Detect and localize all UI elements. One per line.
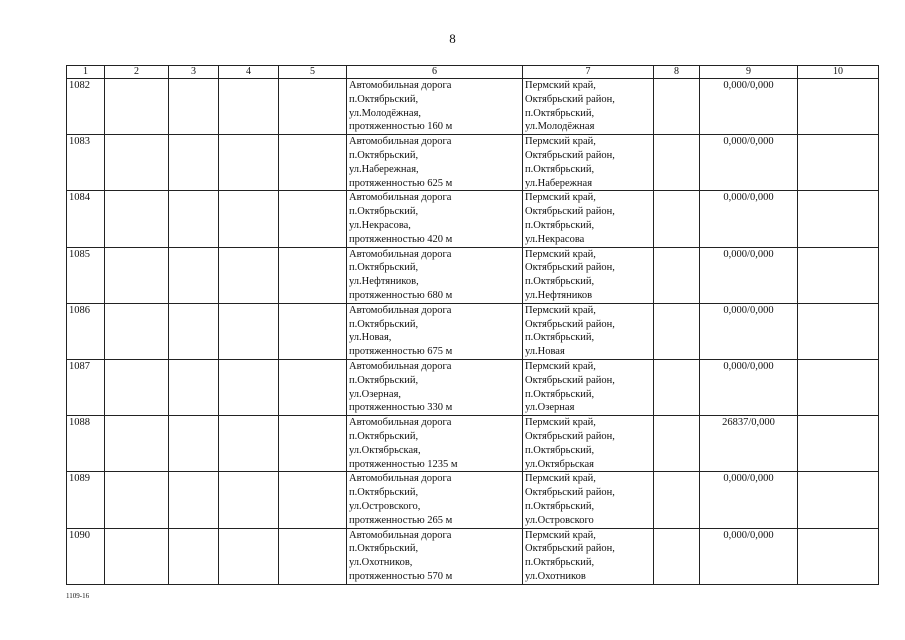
cell-line: ул.Нефтяников,: [349, 276, 419, 288]
cell-line: ул.Охотников,: [349, 557, 413, 569]
cell-col-3: [169, 416, 219, 472]
cell-col-9: 0,000/0,000: [700, 528, 798, 584]
cell-line: протяженностью 680 м: [349, 289, 453, 301]
cell-col-8: [654, 472, 700, 528]
cell-line: Автомобильная дорога: [349, 248, 452, 260]
cell-line: ул.Охотников: [525, 570, 586, 582]
cell-line: протяженностью 570 м: [349, 570, 453, 582]
cell-line: Пермский край,: [525, 192, 596, 204]
cell-line: п.Октябрьский,: [525, 107, 595, 119]
cell-line: п.Октябрьский,: [349, 543, 419, 555]
cell-col-10: [798, 303, 879, 359]
cell-line: Автомобильная дорога: [349, 80, 452, 91]
registry-table: [66, 65, 879, 585]
cell-col-3: [169, 359, 219, 415]
cell-col-6: [347, 303, 523, 359]
cell-line: Пермский край,: [525, 136, 596, 148]
cell-line: протяженностью 675 м: [349, 346, 453, 358]
cell-col-7: [523, 528, 654, 584]
header-cell: 4: [219, 66, 279, 79]
cell-col-9: 0,000/0,000: [700, 303, 798, 359]
cell-line: протяженностью 265 м: [349, 514, 453, 526]
cell-line: протяженностью 625 м: [349, 177, 453, 189]
cell-line: п.Октябрьский,: [349, 487, 419, 499]
table-row: [67, 359, 879, 415]
cell-col-5: [279, 79, 347, 135]
cell-col-8: [654, 528, 700, 584]
cell-col-7: [523, 247, 654, 303]
table-body: [67, 79, 879, 585]
cell-col-7: [523, 359, 654, 415]
cell-col-7: [523, 135, 654, 191]
cell-col-3: [169, 472, 219, 528]
cell-col-9: 26837/0,000: [700, 416, 798, 472]
cell-line: протяженностью 160 м: [349, 121, 453, 133]
cell-col-1: 1084: [67, 191, 105, 247]
header-cell: 7: [523, 66, 654, 79]
cell-line: ул.Озерная,: [349, 388, 402, 400]
cell-line: п.Октябрьский,: [349, 430, 419, 442]
cell-line: Октябрьский район,: [525, 430, 615, 442]
cell-line: п.Октябрьский,: [349, 206, 419, 218]
cell-col-10: [798, 191, 879, 247]
cell-col-5: [279, 303, 347, 359]
table-row: [67, 79, 879, 135]
cell-col-6: [347, 191, 523, 247]
cell-col-1: 1085: [67, 247, 105, 303]
cell-line: ул.Октябрьская,: [349, 444, 421, 456]
cell-col-3: [169, 79, 219, 135]
cell-line: Октябрьский район,: [525, 374, 615, 386]
cell-col-8: [654, 303, 700, 359]
cell-col-3: [169, 247, 219, 303]
cell-line: п.Октябрьский,: [525, 557, 595, 569]
cell-line: ул.Новая: [525, 346, 565, 358]
cell-col-6: [347, 416, 523, 472]
cell-col-10: [798, 528, 879, 584]
cell-col-3: [169, 135, 219, 191]
cell-line: Пермский край,: [525, 417, 596, 429]
cell-col-4: [219, 359, 279, 415]
cell-line: п.Октябрьский,: [525, 163, 595, 175]
cell-col-10: [798, 472, 879, 528]
page-number: 8: [449, 31, 456, 46]
header-cell: 6: [347, 66, 523, 79]
cell-col-6: [347, 79, 523, 135]
header-row: [67, 66, 879, 79]
footer-code: 1109-16: [66, 592, 90, 600]
cell-line: Автомобильная дорога: [349, 304, 452, 316]
cell-col-2: [105, 528, 169, 584]
cell-col-1: 1089: [67, 472, 105, 528]
cell-col-9: 0,000/0,000: [700, 472, 798, 528]
cell-col-5: [279, 359, 347, 415]
cell-col-5: [279, 528, 347, 584]
cell-col-9: 0,000/0,000: [700, 247, 798, 303]
header-cell: 9: [700, 66, 798, 79]
cell-col-7: [523, 416, 654, 472]
header-cell: 10: [798, 66, 879, 79]
cell-line: ул.Молодёжная: [525, 121, 595, 133]
cell-col-5: [279, 135, 347, 191]
cell-col-1: 1087: [67, 359, 105, 415]
cell-line: Пермский край,: [525, 360, 596, 372]
cell-col-6: [347, 359, 523, 415]
cell-col-5: [279, 247, 347, 303]
cell-col-6: [347, 528, 523, 584]
cell-col-9: 0,000/0,000: [700, 135, 798, 191]
cell-col-2: [105, 359, 169, 415]
cell-line: ул.Набережная,: [349, 163, 419, 175]
cell-col-6: [347, 135, 523, 191]
table-row: [67, 135, 879, 191]
header-cell: 5: [279, 66, 347, 79]
cell-line: Октябрьский район,: [525, 487, 615, 499]
cell-line: Автомобильная дорога: [349, 473, 452, 485]
cell-col-7: [523, 303, 654, 359]
cell-col-1: 1083: [67, 135, 105, 191]
cell-line: п.Октябрьский,: [525, 276, 595, 288]
cell-line: ул.Молодёжная,: [349, 107, 422, 119]
cell-col-9: 0,000/0,000: [700, 191, 798, 247]
cell-col-8: [654, 79, 700, 135]
cell-col-2: [105, 416, 169, 472]
cell-line: ул.Набережная: [525, 177, 593, 189]
cell-line: п.Октябрьский,: [349, 262, 419, 274]
cell-col-7: [523, 79, 654, 135]
cell-col-6: [347, 472, 523, 528]
cell-col-10: [798, 359, 879, 415]
cell-line: Пермский край,: [525, 304, 596, 316]
cell-col-2: [105, 79, 169, 135]
cell-line: Пермский край,: [525, 80, 596, 91]
cell-line: Октябрьский район,: [525, 262, 615, 274]
cell-col-2: [105, 472, 169, 528]
cell-line: п.Октябрьский,: [525, 388, 595, 400]
cell-line: ул.Октябрьская: [525, 458, 594, 470]
cell-line: ул.Новая,: [349, 332, 392, 344]
table-row: [67, 191, 879, 247]
cell-line: п.Октябрьский,: [349, 374, 419, 386]
cell-col-7: [523, 191, 654, 247]
header-cell: 2: [105, 66, 169, 79]
cell-col-5: [279, 416, 347, 472]
cell-col-10: [798, 416, 879, 472]
cell-line: ул.Островского,: [349, 500, 421, 512]
header-cell: 8: [654, 66, 700, 79]
cell-col-5: [279, 472, 347, 528]
cell-col-10: [798, 135, 879, 191]
cell-col-1: 1088: [67, 416, 105, 472]
cell-line: Автомобильная дорога: [349, 192, 452, 204]
cell-col-8: [654, 247, 700, 303]
cell-line: ул.Озерная: [525, 402, 575, 414]
cell-col-3: [169, 528, 219, 584]
cell-col-4: [219, 416, 279, 472]
cell-line: Октябрьский район,: [525, 93, 615, 105]
cell-line: п.Октябрьский,: [349, 318, 419, 330]
cell-line: протяженностью 330 м: [349, 402, 453, 414]
table-row: [67, 303, 879, 359]
cell-col-4: [219, 135, 279, 191]
cell-col-4: [219, 472, 279, 528]
cell-col-10: [798, 79, 879, 135]
table-row: [67, 528, 879, 584]
header-cell: 3: [169, 66, 219, 79]
cell-col-10: [798, 247, 879, 303]
cell-line: Пермский край,: [525, 529, 596, 541]
cell-col-2: [105, 303, 169, 359]
cell-line: Автомобильная дорога: [349, 417, 452, 429]
cell-col-1: 1090: [67, 528, 105, 584]
cell-col-9: 0,000/0,000: [700, 79, 798, 135]
cell-col-8: [654, 191, 700, 247]
cell-col-6: [347, 247, 523, 303]
cell-line: Пермский край,: [525, 248, 596, 260]
cell-col-8: [654, 135, 700, 191]
cell-line: Автомобильная дорога: [349, 529, 452, 541]
cell-line: п.Октябрьский,: [525, 500, 595, 512]
cell-col-8: [654, 416, 700, 472]
cell-col-2: [105, 135, 169, 191]
cell-line: ул.Некрасова: [525, 233, 585, 245]
table-row: [67, 247, 879, 303]
cell-line: ул.Островского: [525, 514, 594, 526]
cell-col-1: 1082: [67, 79, 105, 135]
header-cell: 1: [67, 66, 105, 79]
cell-line: Автомобильная дорога: [349, 360, 452, 372]
cell-line: п.Октябрьский,: [525, 332, 595, 344]
cell-col-7: [523, 472, 654, 528]
cell-line: Автомобильная дорога: [349, 136, 452, 148]
cell-col-4: [219, 191, 279, 247]
cell-col-5: [279, 191, 347, 247]
cell-line: протяженностью 420 м: [349, 233, 453, 245]
cell-col-1: 1086: [67, 303, 105, 359]
cell-col-3: [169, 303, 219, 359]
cell-col-3: [169, 191, 219, 247]
cell-col-4: [219, 528, 279, 584]
table-row: [67, 472, 879, 528]
cell-col-4: [219, 303, 279, 359]
cell-line: Октябрьский район,: [525, 149, 615, 161]
cell-col-4: [219, 247, 279, 303]
cell-line: Октябрьский район,: [525, 543, 615, 555]
table-row: [67, 416, 879, 472]
cell-line: п.Октябрьский,: [349, 149, 419, 161]
cell-line: п.Октябрьский,: [349, 93, 419, 105]
cell-line: протяженностью 1235 м: [349, 458, 458, 470]
cell-line: п.Октябрьский,: [525, 219, 595, 231]
cell-line: Пермский край,: [525, 473, 596, 485]
cell-line: ул.Нефтяников: [525, 289, 593, 301]
cell-col-2: [105, 247, 169, 303]
cell-col-2: [105, 191, 169, 247]
cell-line: Октябрьский район,: [525, 206, 615, 218]
cell-col-4: [219, 79, 279, 135]
cell-col-9: 0,000/0,000: [700, 359, 798, 415]
cell-line: п.Октябрьский,: [525, 444, 595, 456]
cell-col-8: [654, 359, 700, 415]
cell-line: Октябрьский район,: [525, 318, 615, 330]
cell-line: ул.Некрасова,: [349, 219, 411, 231]
